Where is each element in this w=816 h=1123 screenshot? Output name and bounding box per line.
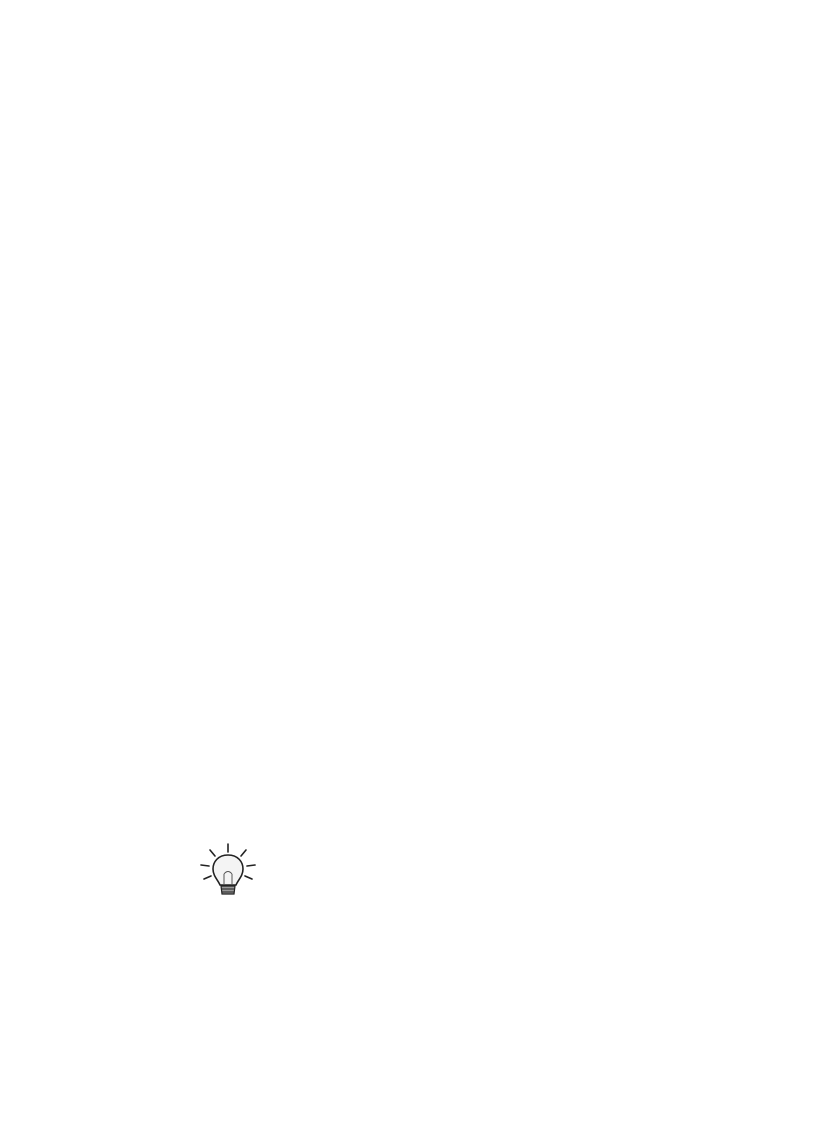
page-body bbox=[273, 131, 770, 211]
running-head bbox=[104, 92, 772, 114]
lightbulb-icon bbox=[199, 843, 257, 913]
